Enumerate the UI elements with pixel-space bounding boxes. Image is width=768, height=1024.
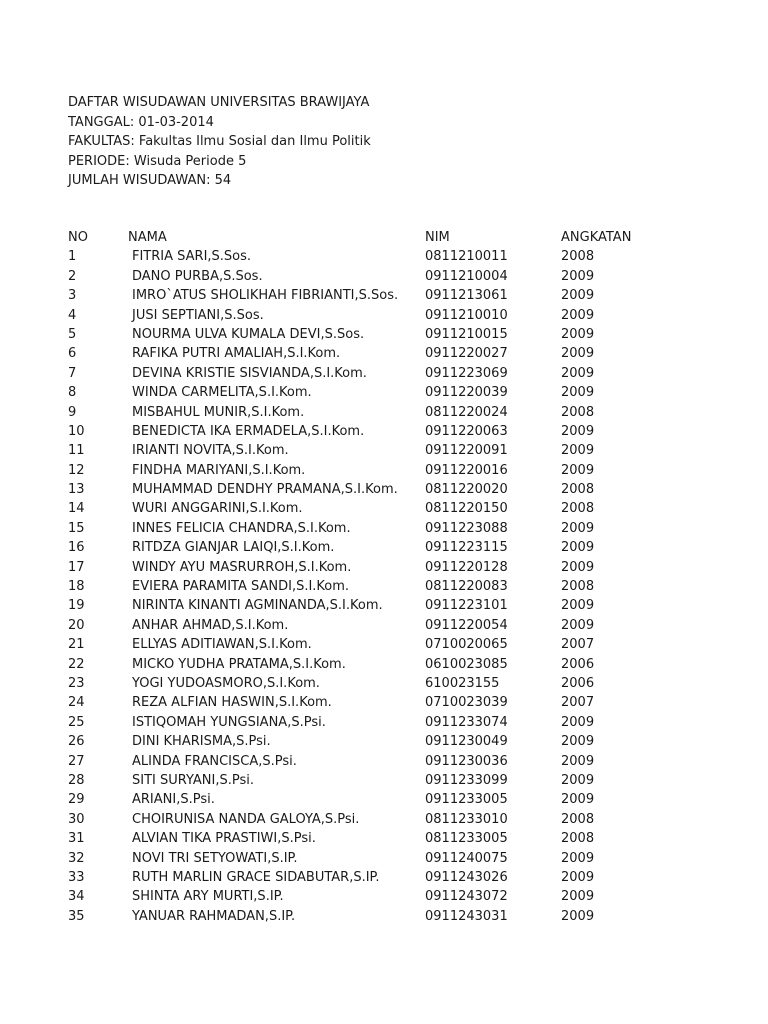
cell-nama: WURI ANGGARINI,S.I.Kom. [132, 501, 303, 517]
cell-nim: 0911230049 [425, 734, 508, 750]
cell-nama: INNES FELICIA CHANDRA,S.I.Kom. [132, 520, 351, 536]
cell-nama: IRIANTI NOVITA,S.I.Kom. [132, 443, 289, 459]
cell-angkatan: 2009 [561, 443, 595, 459]
cell-no: 28 [68, 772, 85, 788]
cell-no: 30 [68, 811, 85, 827]
cell-nim: 0911233074 [425, 714, 508, 730]
cell-angkatan: 2009 [561, 268, 595, 284]
cell-nama: RAFIKA PUTRI AMALIAH,S.I.Kom. [132, 346, 341, 362]
cell-angkatan: 2009 [561, 307, 595, 323]
cell-no: 20 [68, 617, 85, 633]
cell-nama: SHINTA ARY MURTI,S.IP. [132, 889, 284, 905]
cell-no: 27 [68, 753, 85, 769]
cell-angkatan: 2009 [561, 288, 595, 304]
cell-nama: NIRINTA KINANTI AGMINANDA,S.I.Kom. [132, 598, 383, 614]
cell-nama: CHOIRUNISA NANDA GALOYA,S.Psi. [132, 811, 360, 827]
cell-angkatan: 2008 [561, 249, 595, 265]
cell-nama: ALINDA FRANCISCA,S.Psi. [132, 753, 297, 769]
cell-nama: ALVIAN TIKA PRASTIWI,S.Psi. [132, 831, 316, 847]
cell-nama: YOGI YUDOASMORO,S.I.Kom. [132, 675, 320, 691]
cell-nama: EVIERA PARAMITA SANDI,S.I.Kom. [132, 579, 350, 595]
cell-nim: 0911233005 [425, 792, 508, 808]
cell-angkatan: 2006 [561, 675, 595, 691]
cell-angkatan: 2009 [561, 520, 595, 536]
cell-angkatan: 2008 [561, 482, 595, 498]
cell-no: 12 [68, 462, 85, 478]
cell-nim: 0911223088 [425, 520, 508, 536]
cell-no: 10 [68, 423, 85, 439]
cell-angkatan: 2007 [561, 637, 595, 653]
cell-no: 15 [68, 520, 85, 536]
cell-nim: 610023155 [425, 675, 500, 691]
cell-nim: 0811233010 [425, 811, 508, 827]
cell-no: 13 [68, 482, 85, 498]
cell-nim: 0911243072 [425, 889, 508, 905]
cell-nim: 0911220054 [425, 617, 508, 633]
cell-angkatan: 2009 [561, 772, 595, 788]
cell-nim: 0911243031 [425, 908, 508, 924]
cell-no: 3 [68, 288, 77, 304]
cell-no: 5 [68, 326, 77, 342]
cell-nim: 0911243026 [425, 869, 508, 885]
cell-angkatan: 2009 [561, 385, 595, 401]
cell-no: 14 [68, 501, 85, 517]
cell-nama: DANO PURBA,S.Sos. [132, 268, 263, 284]
cell-no: 22 [68, 656, 85, 672]
cell-nama: ISTIQOMAH YUNGSIANA,S.Psi. [132, 714, 326, 730]
cell-angkatan: 2009 [561, 734, 595, 750]
cell-angkatan: 2009 [561, 326, 595, 342]
cell-no: 33 [68, 869, 85, 885]
cell-nama: FINDHA MARIYANI,S.I.Kom. [132, 462, 306, 478]
cell-angkatan: 2009 [561, 908, 595, 924]
cell-angkatan: 2008 [561, 811, 595, 827]
cell-nama: SITI SURYANI,S.Psi. [132, 772, 254, 788]
cell-nim: 0911220016 [425, 462, 508, 478]
cell-no: 8 [68, 385, 77, 401]
periode-line: PERIODE: Wisuda Periode 5 [68, 153, 247, 169]
fakultas-line: FAKULTAS: Fakultas Ilmu Sosial dan Ilmu Politik [68, 134, 371, 149]
cell-no: 1 [68, 249, 77, 265]
cell-nim: 0911210015 [425, 326, 508, 342]
cell-nim: 0911210010 [425, 307, 508, 323]
cell-nim: 0911220063 [425, 423, 508, 439]
cell-angkatan: 2009 [561, 365, 595, 381]
cell-no: 18 [68, 579, 85, 595]
cell-nama: YANUAR RAHMADAN,S.IP. [132, 908, 296, 924]
cell-nama: BENEDICTA IKA ERMADELA,S.I.Kom. [132, 423, 365, 439]
cell-angkatan: 2008 [561, 579, 595, 595]
cell-nama: ARIANI,S.Psi. [132, 792, 215, 808]
cell-angkatan: 2009 [561, 869, 595, 885]
cell-no: 17 [68, 559, 85, 575]
cell-nim: 0911220039 [425, 385, 508, 401]
cell-nim: 0811233005 [425, 831, 508, 847]
cell-angkatan: 2009 [561, 346, 595, 362]
cell-no: 9 [68, 404, 77, 420]
cell-angkatan: 2007 [561, 695, 595, 711]
cell-nama: IMRO`ATUS SHOLIKHAH FIBRIANTI,S.Sos. [132, 288, 399, 304]
cell-angkatan: 2009 [561, 540, 595, 556]
column-header-angkatan: ANGKATAN [561, 230, 632, 245]
cell-nim: 0911223101 [425, 598, 508, 614]
cell-nama: NOVI TRI SETYOWATI,S.IP. [132, 850, 298, 866]
cell-no: 35 [68, 908, 85, 924]
cell-nama: DINI KHARISMA,S.Psi. [132, 734, 271, 750]
cell-angkatan: 2009 [561, 714, 595, 730]
cell-no: 2 [68, 268, 77, 284]
cell-nama: RITDZA GIANJAR LAIQI,S.I.Kom. [132, 540, 335, 556]
cell-angkatan: 2009 [561, 617, 595, 633]
cell-nama: ELLYAS ADITIAWAN,S.I.Kom. [132, 637, 312, 653]
cell-angkatan: 2009 [561, 753, 595, 769]
cell-nama: MUHAMMAD DENDHY PRAMANA,S.I.Kom. [132, 482, 398, 498]
cell-nim: 0911213061 [425, 288, 508, 304]
cell-no: 29 [68, 792, 85, 808]
cell-angkatan: 2009 [561, 423, 595, 439]
cell-no: 16 [68, 540, 85, 556]
column-header-no: NO [68, 230, 88, 245]
cell-no: 34 [68, 889, 85, 905]
cell-nim: 0610023085 [425, 656, 508, 672]
cell-angkatan: 2009 [561, 850, 595, 866]
cell-nim: 0911233099 [425, 772, 508, 788]
cell-nim: 0911210004 [425, 268, 508, 284]
cell-nama: WINDA CARMELITA,S.I.Kom. [132, 385, 312, 401]
cell-nim: 0811220083 [425, 579, 508, 595]
cell-angkatan: 2008 [561, 501, 595, 517]
cell-nim: 0710020065 [425, 637, 508, 653]
cell-no: 32 [68, 850, 85, 866]
cell-angkatan: 2009 [561, 792, 595, 808]
cell-angkatan: 2006 [561, 656, 595, 672]
cell-nim: 0811220020 [425, 482, 508, 498]
jumlah-line: JUMLAH WISUDAWAN: 54 [68, 173, 232, 188]
cell-no: 24 [68, 695, 85, 711]
cell-nama: WINDY AYU MASRURROH,S.I.Kom. [132, 559, 352, 575]
cell-nim: 0911220027 [425, 346, 508, 362]
cell-nim: 0911220091 [425, 443, 508, 459]
cell-nama: DEVINA KRISTIE SISVIANDA,S.I.Kom. [132, 365, 367, 381]
cell-no: 7 [68, 365, 77, 381]
cell-no: 31 [68, 831, 85, 847]
cell-no: 25 [68, 714, 85, 730]
cell-nim: 0911223069 [425, 365, 508, 381]
cell-nama: REZA ALFIAN HASWIN,S.I.Kom. [132, 695, 332, 711]
cell-nim: 0811210011 [425, 249, 508, 265]
cell-angkatan: 2008 [561, 831, 595, 847]
cell-nama: ANHAR AHMAD,S.I.Kom. [132, 617, 289, 633]
cell-nama: JUSI SEPTIANI,S.Sos. [132, 307, 264, 323]
cell-nama: RUTH MARLIN GRACE SIDABUTAR,S.IP. [132, 869, 380, 885]
cell-nim: 0911240075 [425, 850, 508, 866]
cell-no: 21 [68, 637, 85, 653]
cell-nama: FITRIA SARI,S.Sos. [132, 249, 252, 265]
cell-angkatan: 2009 [561, 559, 595, 575]
cell-nim: 0710023039 [425, 695, 508, 711]
cell-no: 26 [68, 734, 85, 750]
cell-no: 11 [68, 443, 85, 459]
cell-no: 19 [68, 598, 85, 614]
cell-angkatan: 2008 [561, 404, 595, 420]
cell-angkatan: 2009 [561, 598, 595, 614]
cell-nim: 0911223115 [425, 540, 508, 556]
cell-nim: 0911220128 [425, 559, 508, 575]
cell-nim: 0811220024 [425, 404, 508, 420]
cell-no: 6 [68, 346, 77, 362]
cell-nama: MISBAHUL MUNIR,S.I.Kom. [132, 404, 305, 420]
cell-no: 23 [68, 675, 85, 691]
document-header [68, 93, 371, 191]
tanggal-line: TANGGAL: 01-03-2014 [68, 114, 214, 130]
cell-nim: 0911230036 [425, 753, 508, 769]
cell-angkatan: 2009 [561, 889, 595, 905]
cell-angkatan: 2009 [561, 462, 595, 478]
column-header-nama: NAMA [128, 230, 167, 245]
cell-no: 4 [68, 307, 77, 323]
cell-nama: NOURMA ULVA KUMALA DEVI,S.Sos. [132, 326, 365, 342]
document-title: DAFTAR WISUDAWAN UNIVERSITAS BRAWIJAYA [68, 95, 370, 110]
cell-nama: MICKO YUDHA PRATAMA,S.I.Kom. [132, 656, 346, 672]
cell-nim: 0811220150 [425, 501, 508, 517]
column-header-nim: NIM [425, 230, 450, 245]
